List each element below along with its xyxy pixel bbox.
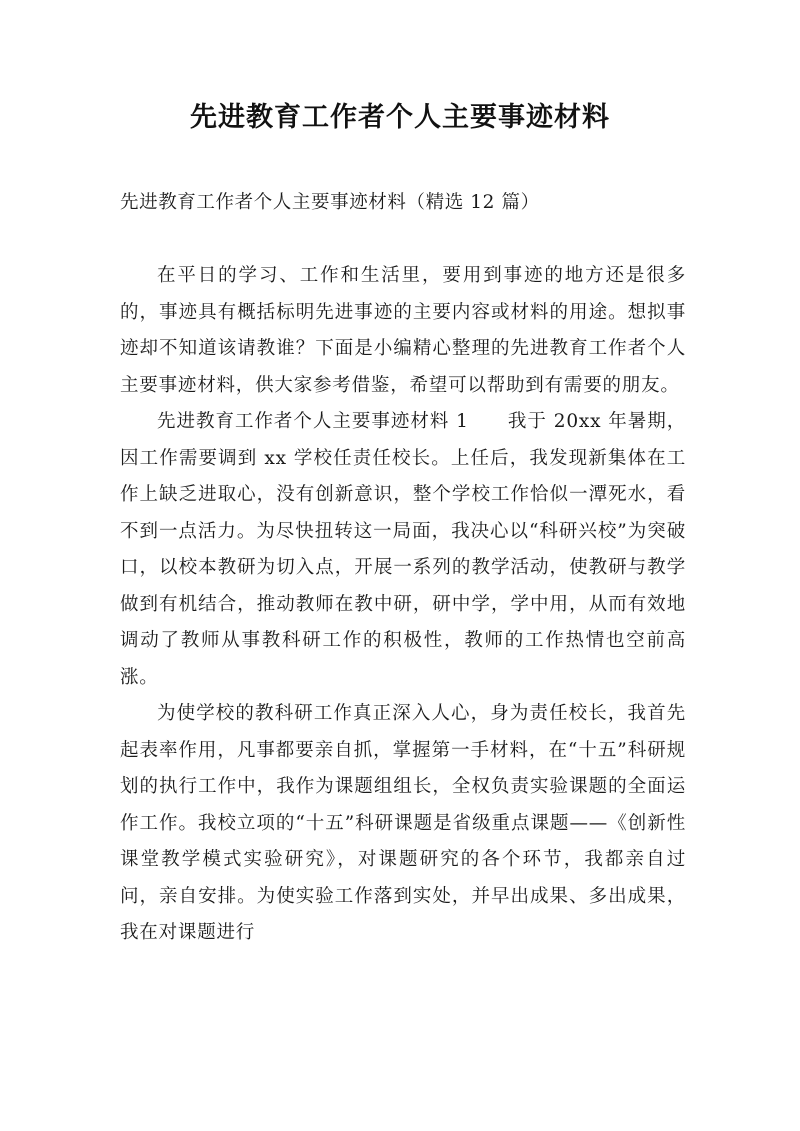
paragraph-section-1: 先进教育工作者个人主要事迹材料 1 我于 20xx 年暑期，因工作需要调到 xx 学校任责任校长。上任后，我发现新集体在工作上缺乏进取心，没有创新意识，整个学校工作恰似一潭死水，看不到一点活力。为尽快扭转这一局面，我决心以“科研兴校”为突破口，以校本教研为切入点，开展一系列的教学活动，使教研与教学做到有机结合，推动教师在教中研，研中学，学中用，从而有效地调动了教师从事教科研工作的积极性，教师的工作热情也空前高涨。 [120, 411, 686, 688]
paragraph-section-1-continued: 为使学校的教科研工作真正深入人心，身为责任校长，我首先起表率作用，凡事都要亲自抓，掌握第一手材料，在“十五”科研规划的执行工作中，我作为课题组组长，全权负责实验课题的全面运作工作。我校立项的“十五”科研课题是省级重点课题——《创新性课堂教学模式实验研究》，对课题研究的各个环节，我都亲自过问，亲自安排。为使实验工作落到实处，并早出成果、多出成果，我在对课题进行 [120, 703, 686, 943]
document-body [120, 258, 686, 952]
document-subtitle: 先进教育工作者个人主要事迹材料（精选 12 篇） [120, 192, 540, 213]
document-title: 先进教育工作者个人主要事迹材料 [190, 102, 610, 133]
paragraph-intro: 在平日的学习、工作和生活里，要用到事迹的地方还是很多的，事迹具有概括标明先进事迹的主要内容或材料的用途。想拟事迹却不知道该请教谁？下面是小编精心整理的先进教育工作者个人主要事迹材料，供大家参考借鉴，希望可以帮助到有需要的朋友。 [120, 265, 686, 396]
